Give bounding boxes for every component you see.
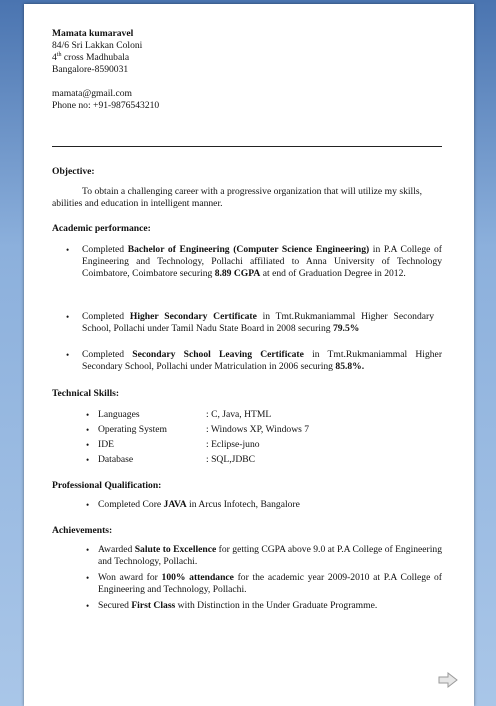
academic-item-text: Completed xyxy=(82,311,130,322)
bullet-icon: • xyxy=(66,350,70,360)
objective-title: Objective: xyxy=(52,166,95,177)
academic-item xyxy=(66,311,435,335)
achievement-item xyxy=(86,572,442,596)
bullet-icon: • xyxy=(86,545,90,555)
academic-item xyxy=(66,349,443,373)
resume-page xyxy=(24,4,474,706)
academic-title: Academic performance: xyxy=(52,223,151,234)
header-divider xyxy=(52,146,442,147)
achievement-text: for the academic year 2009-2010 at P.A College of Engineering and Technology, Pollachi. xyxy=(98,572,442,595)
academic-item-bold: 8.89 CGPA xyxy=(214,268,261,279)
address-line-2 xyxy=(52,52,159,64)
technical-title: Technical Skills: xyxy=(52,388,120,399)
achievements-title: Achievements: xyxy=(52,525,113,536)
professional-bold: JAVA xyxy=(163,499,187,510)
professional-text: Completed Core xyxy=(98,499,164,510)
email: mamata@gmail.com xyxy=(52,88,132,99)
contact-block xyxy=(52,28,159,112)
skill-value: : C, Java, HTML xyxy=(206,409,272,420)
achievement-text: Awarded xyxy=(98,544,135,555)
bullet-icon: • xyxy=(86,500,90,510)
bullet-icon: • xyxy=(86,601,90,611)
achievement-bold: First Class xyxy=(131,600,176,611)
achievement-text: Secured xyxy=(98,600,132,611)
address-line-1: 84/6 Sri Lakkan Coloni xyxy=(52,40,143,51)
objective-text: To obtain a challenging career with a progressive organization that will utilize my skills, abilities and education in intelligent manner. xyxy=(52,186,422,209)
achievement-item xyxy=(86,544,443,568)
academic-item-text: Completed xyxy=(82,244,128,255)
bullet-icon: • xyxy=(86,440,90,450)
academic-item-bold: 85.8%. xyxy=(335,361,365,372)
address-line-2-num: 4 xyxy=(52,52,57,63)
skill-value: : SQL,JDBC xyxy=(206,454,256,465)
bullet-icon: • xyxy=(86,455,90,465)
achievement-text: for getting CGPA above 9.0 at P.A College of Engineering and Technology, Pollachi. xyxy=(98,544,443,567)
achievement-item xyxy=(86,600,442,612)
academic-item-text: Completed xyxy=(82,349,133,360)
candidate-name: Mamata kumaravel xyxy=(52,28,134,39)
academic-item-bold: Higher Secondary Certificate xyxy=(129,311,257,322)
academic-item-bold: Secondary School Leaving Certificate xyxy=(132,349,304,360)
achievement-text: with Distinction in the Under Graduate Programme. xyxy=(175,600,378,611)
bullet-icon: • xyxy=(86,410,90,420)
skill-key: IDE xyxy=(98,439,114,450)
next-arrow-icon[interactable] xyxy=(438,672,458,688)
achievement-bold: Salute to Excellence xyxy=(134,544,217,555)
skill-key: Languages xyxy=(98,409,140,420)
phone: Phone no: +91-9876543210 xyxy=(52,100,160,111)
bullet-icon: • xyxy=(66,245,70,255)
achievement-bold: 100% attendance xyxy=(161,572,234,583)
skill-key: Operating System xyxy=(98,424,168,435)
professional-item xyxy=(86,499,438,511)
academic-item-text: at end of Graduation Degree in 2012. xyxy=(260,268,406,279)
academic-item xyxy=(66,244,442,280)
bullet-icon: • xyxy=(86,425,90,435)
academic-item-bold: 79.5% xyxy=(332,323,360,334)
address-line-3: Bangalore-8590031 xyxy=(52,64,129,75)
academic-item-text: in Tmt.Rukmaniammal Higher Secondary School, Pollachi under Tamil Nadu State Board in 2008 securing xyxy=(82,311,435,334)
skill-value: : Windows XP, Windows 7 xyxy=(206,424,310,435)
professional-text: in Arcus Infotech, Bangalore xyxy=(186,499,300,510)
bullet-icon: • xyxy=(86,573,90,583)
address-line-2-rest: cross Madhubala xyxy=(61,52,130,63)
address-line-2-sup: th xyxy=(56,51,62,58)
professional-title: Professional Qualification: xyxy=(52,480,162,491)
academic-item-text: in P.A College of Engineering and Technology, Pollachi affiliated to Anna University of Technology Coimbatore, Coimbatore securing xyxy=(82,244,442,279)
skill-key: Database xyxy=(98,454,134,465)
bullet-icon: • xyxy=(66,312,70,322)
academic-item-bold: Bachelor of Engineering (Computer Science Engineering) xyxy=(127,244,370,255)
skill-value: : Eclipse-juno xyxy=(206,439,260,450)
achievement-text: Won award for xyxy=(98,572,162,583)
academic-item-text: in Tmt.Rukmaniammal Higher Secondary School, Pollachi under Matriculation in 2006 securing xyxy=(82,349,443,372)
